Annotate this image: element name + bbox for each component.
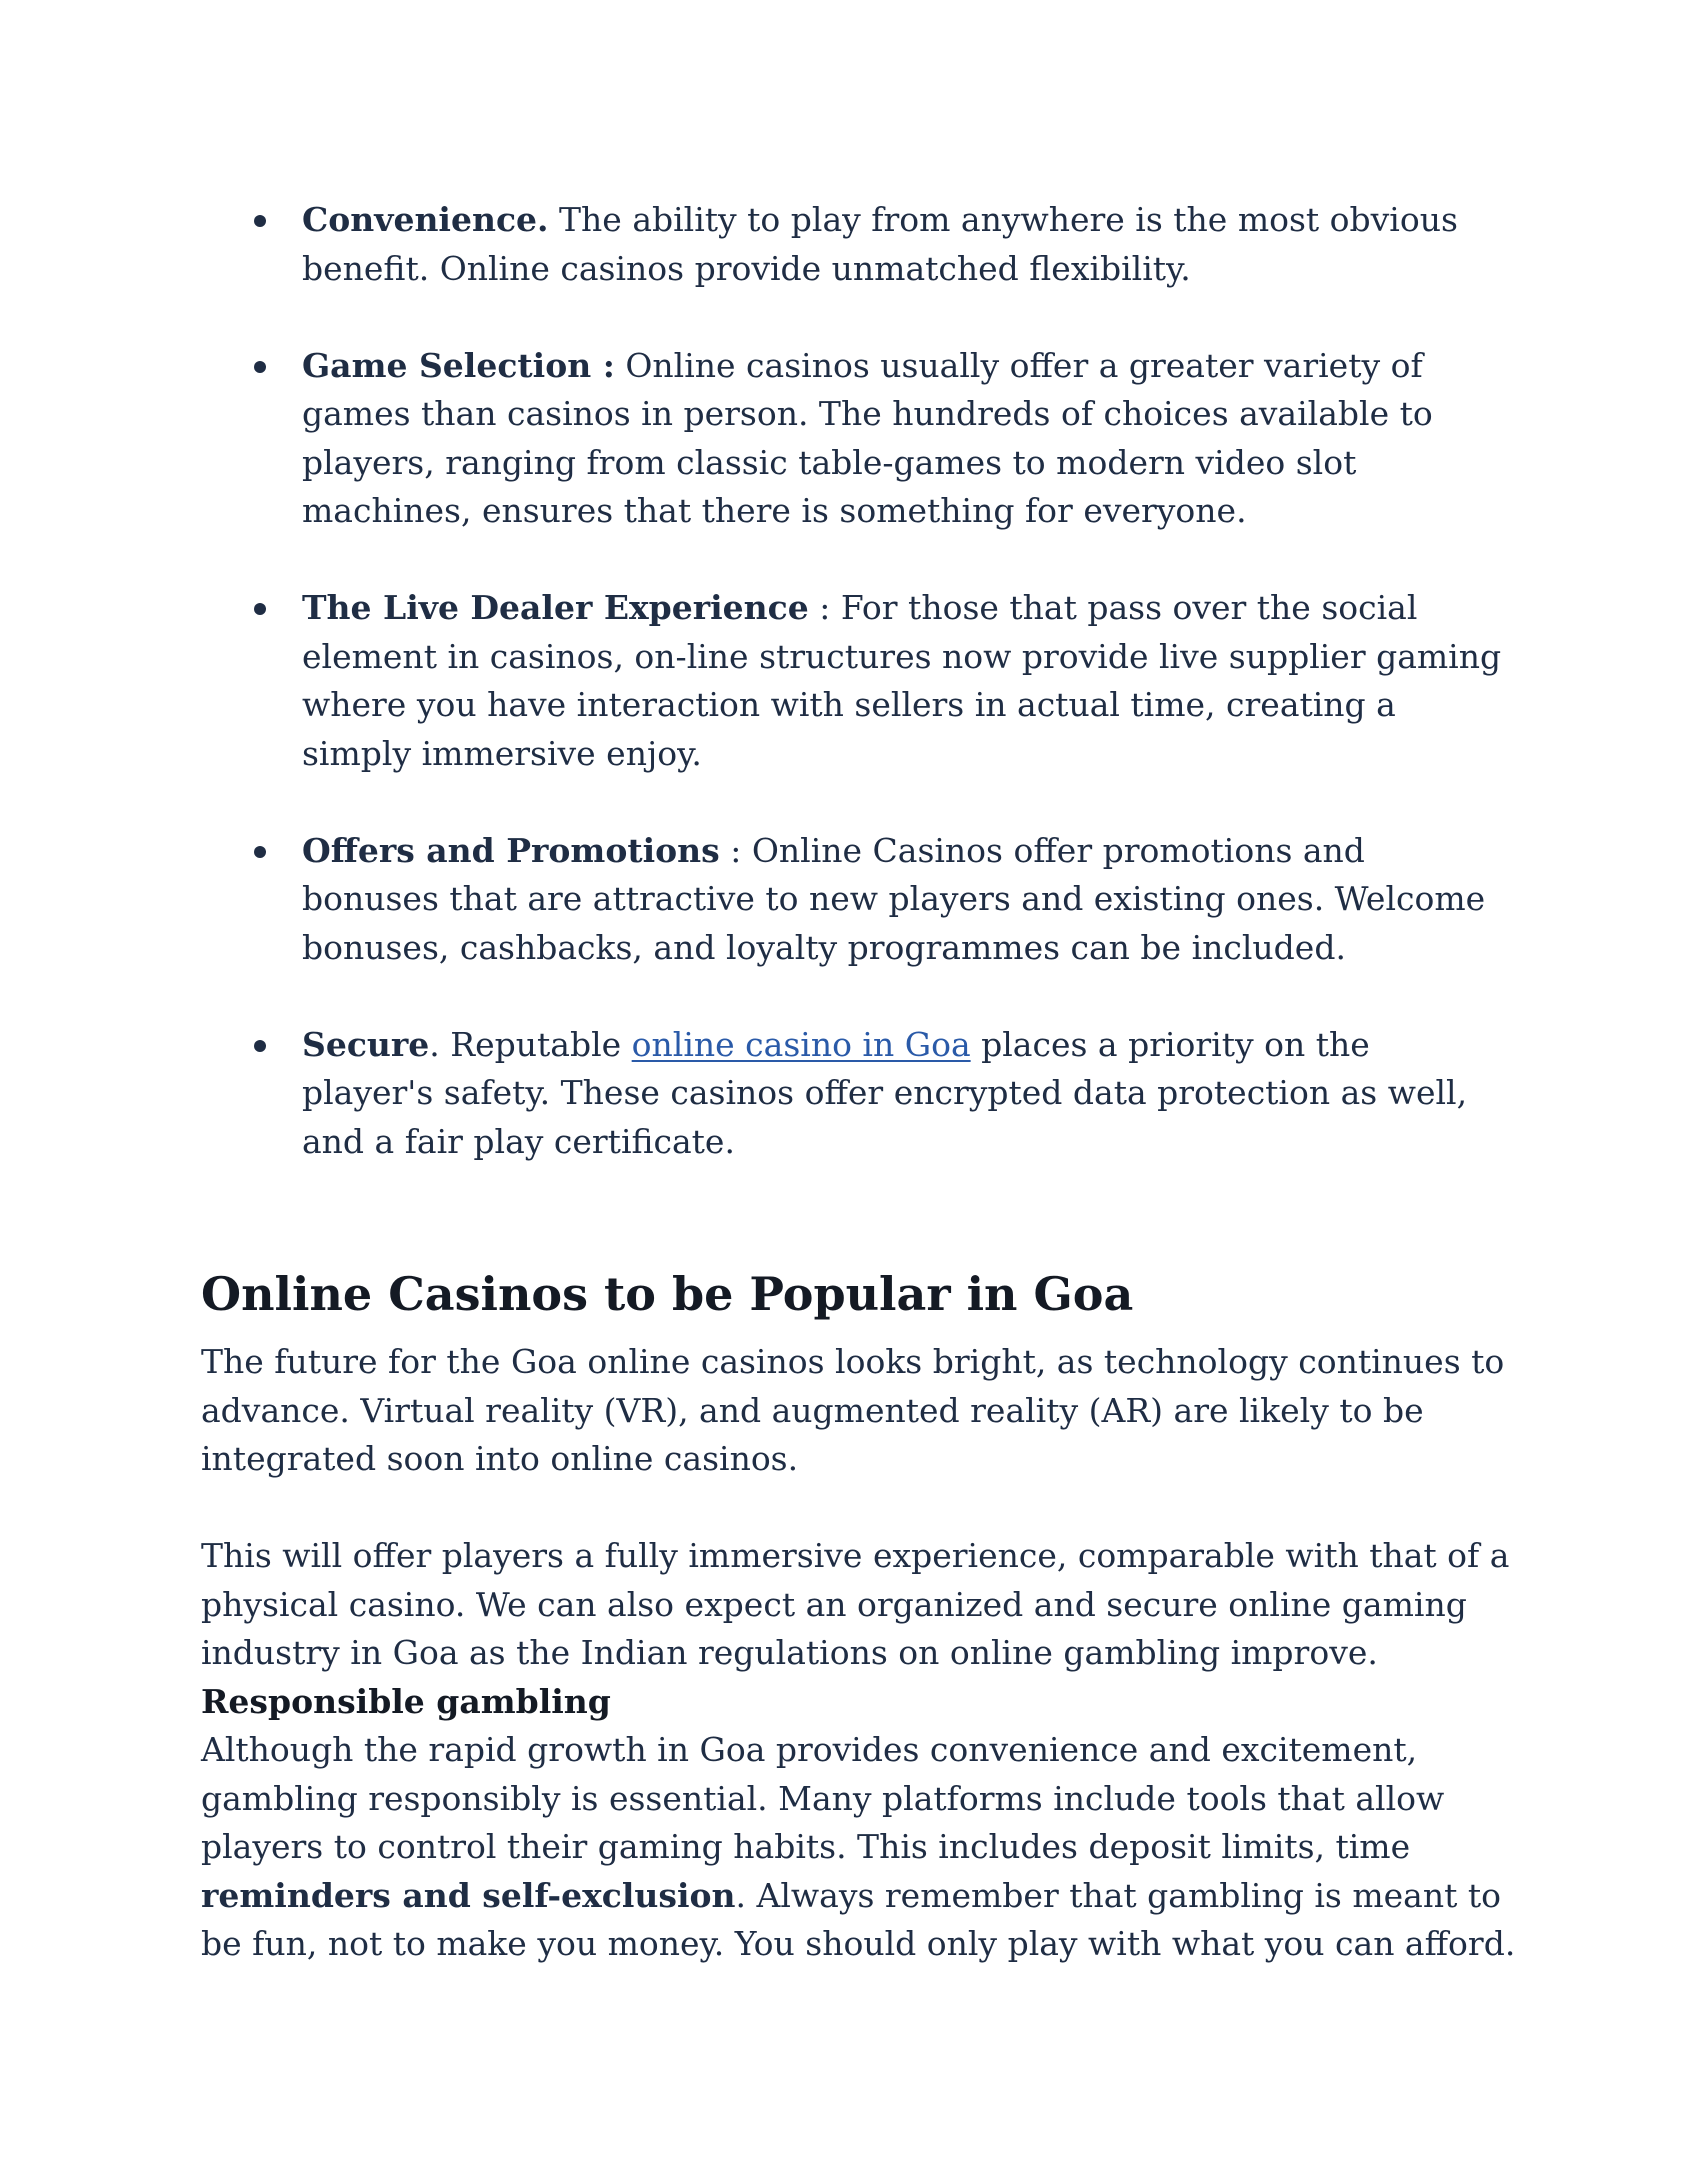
- list-item-game-selection: [250, 342, 1510, 536]
- list-item-secure: [250, 1021, 1510, 1167]
- list-item-label: The Live Dealer Experience: [302, 588, 809, 627]
- list-item-convenience: [250, 196, 1510, 293]
- section-heading: Online Casinos to be Popular in Goa: [201, 1267, 1134, 1321]
- list-item-text: : For those that pass over the social element in casinos, on-line structures now provide live supplier gaming where you have interaction with sellers in actual time, creating a simply immersive enjoy.: [302, 588, 1502, 773]
- bullet-icon: [254, 361, 266, 373]
- list-item-label: Convenience.: [302, 200, 549, 239]
- paragraph-bold-phrase: reminders and self-exclusion: [201, 1875, 736, 1915]
- list-item-label: Offers and Promotions: [302, 830, 720, 870]
- online-casino-goa-link[interactable]: online casino in Goa: [631, 1024, 971, 1064]
- list-item-label: Secure: [302, 1024, 430, 1064]
- popular-section: [201, 1262, 1531, 1969]
- list-item-text: The ability to play from anywhere is the most obvious benefit. Online casinos provide unmatched flexibility.: [302, 200, 1458, 288]
- list-item-live-dealer: [250, 584, 1510, 778]
- list-item-offers: [250, 827, 1510, 973]
- list-item-text: : Online Casinos offer promotions and bonuses that are attractive to new players and existing ones. Welcome bonuses, cashbacks, and loyalty programmes can be included.: [302, 830, 1486, 967]
- list-item-text: Online casinos usually offer a greater variety of games than casinos in person. The hundreds of choices available to players, ranging from classic table-games to modern video slot machines, ensures that there is something for everyone.: [302, 345, 1433, 530]
- paragraph-future: The future for the Goa online casinos looks bright, as technology continues to advance. Virtual reality (VR), and augmented reality (AR) are likely to be integrated soon into online casinos.: [201, 1342, 1505, 1478]
- benefits-list: [250, 196, 1510, 1215]
- paragraph-text-start: Although the rapid growth in Goa provides convenience and excitement, gambling responsibly is essential. Many platforms include tools that allow players to control their gaming habits. This includes deposit limits, time: [201, 1730, 1445, 1866]
- list-item-text-before-link: . Reputable: [429, 1024, 632, 1064]
- bullet-icon: [254, 215, 266, 227]
- bullet-icon: [254, 846, 266, 858]
- bullet-icon: [254, 1040, 266, 1052]
- responsible-gambling-heading: Responsible gambling: [201, 1681, 611, 1721]
- bullet-icon: [254, 603, 266, 615]
- list-item-label: Game Selection :: [302, 345, 615, 385]
- list-item-text-after-link: places a priority on the player's safety. These casinos offer encrypted data protection as well, and a fair play certificate.: [302, 1024, 1468, 1161]
- paragraph-text-end: . Always remember that gambling is meant to be fun, not to make you money. You should only play with what you can afford.: [201, 1875, 1516, 1963]
- paragraph-responsible: [201, 1726, 1531, 1969]
- paragraph-immersive: This will offer players a fully immersive experience, comparable with that of a physical casino. We can also expect an organized and secure online gaming industry in Goa as the Indian regulations on online gambling improve.: [201, 1536, 1510, 1672]
